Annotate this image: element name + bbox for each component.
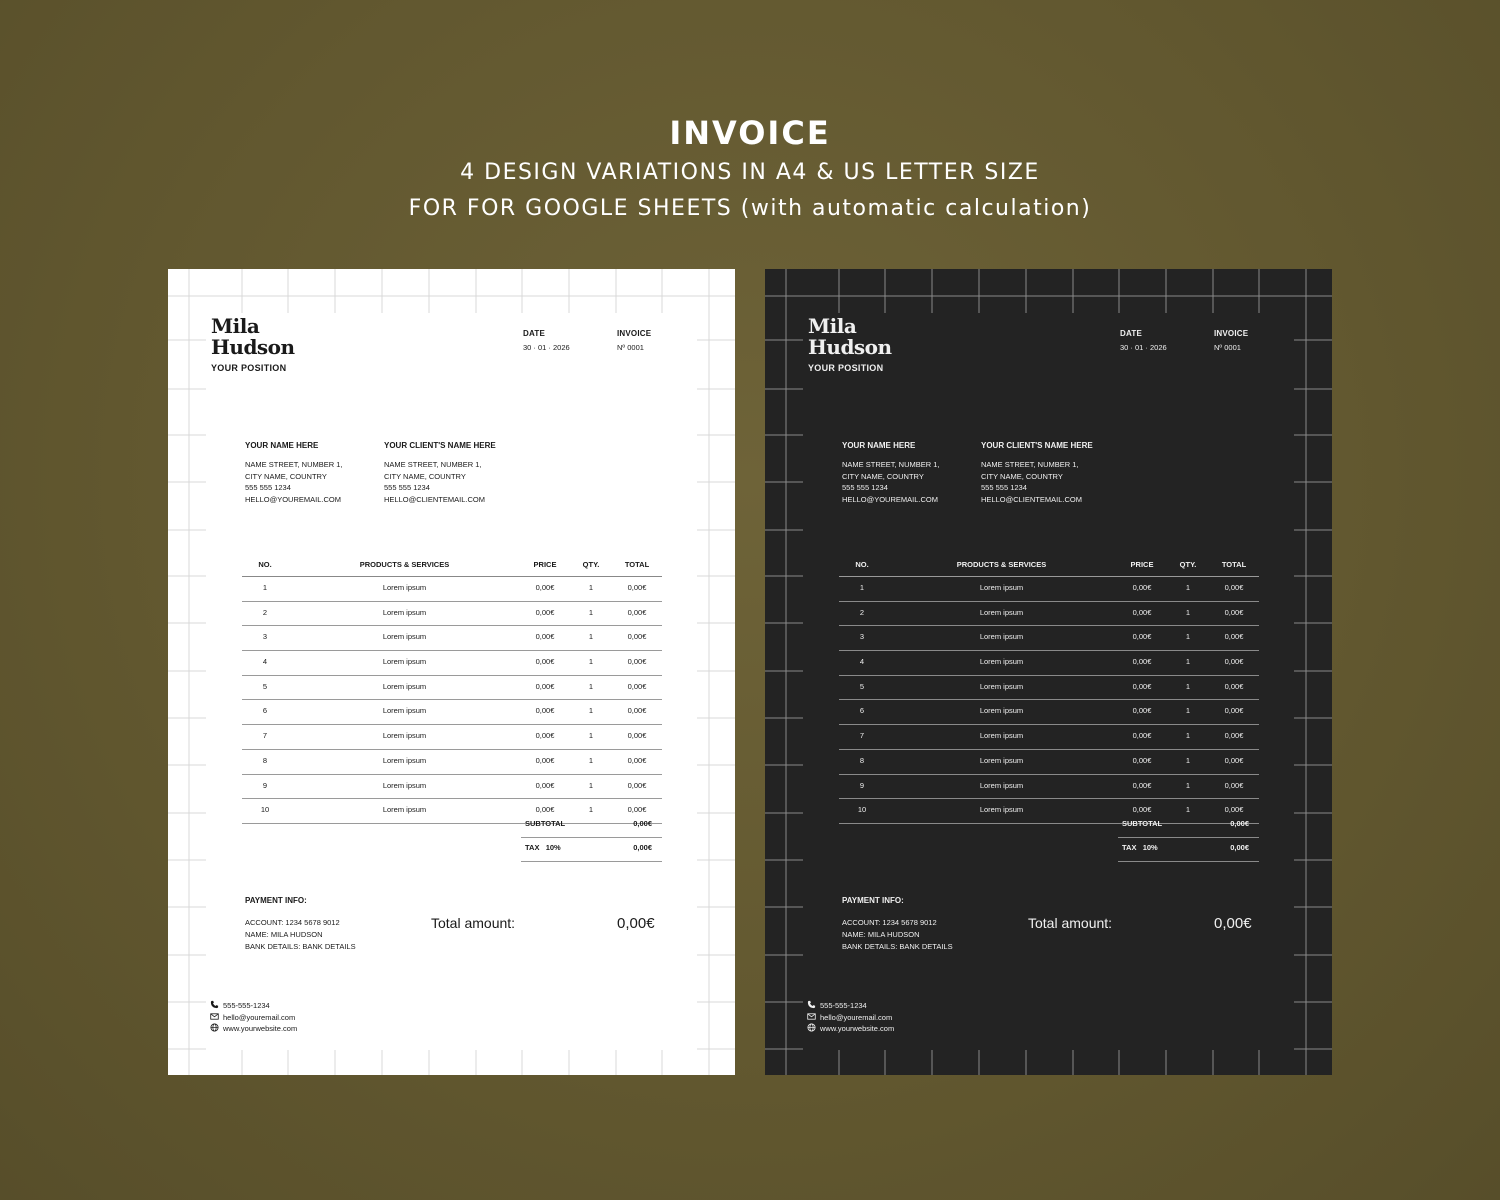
sender-address-line: CITY NAME, COUNTRY (842, 471, 924, 481)
sender-address-line: NAME STREET, NUMBER 1, (842, 460, 940, 469)
sender-name: YOUR NAME HERE (245, 441, 319, 450)
cell-product: Lorem ipsum (382, 583, 427, 592)
cell-total: 0,00€ (627, 681, 647, 691)
date-label: DATE (1120, 329, 1142, 338)
brand-position: YOUR POSITION (211, 363, 287, 373)
globe-icon (807, 1023, 816, 1032)
brand-first-name: Mila (211, 314, 260, 338)
client-block (981, 441, 1093, 505)
cell-total: 0,00€ (627, 583, 647, 592)
table-row (242, 577, 662, 602)
cell-total: 0,00€ (1224, 706, 1244, 716)
cell-total: 0,00€ (1224, 632, 1244, 642)
header-quantity: QTY. (1179, 560, 1197, 569)
invoice-number: Nº 0001 (1214, 343, 1241, 352)
payment-label: PAYMENT INFO: (842, 896, 904, 905)
client-address-line: NAME STREET, NUMBER 1, (384, 460, 482, 469)
brand-name (808, 316, 892, 358)
cell-number: 7 (859, 731, 865, 741)
header-price: PRICE (1130, 560, 1154, 569)
footer-contact-item (807, 1023, 894, 1035)
cell-product: Lorem ipsum (382, 681, 427, 691)
client-address-line: CITY NAME, COUNTRY (384, 471, 466, 481)
cell-product: Lorem ipsum (382, 805, 427, 815)
sender-address-line: HELLO@YOUREMAIL.COM (842, 494, 938, 504)
cell-quantity: 1 (588, 681, 594, 691)
footer-contact-item (210, 1012, 297, 1024)
date-value: 30 · 01 · 2026 (1120, 343, 1167, 352)
sender-address-line: 555 555 1234 (245, 483, 291, 492)
header-number: NO. (855, 560, 869, 569)
brand-last-name: Hudson (211, 335, 295, 359)
cell-number: 7 (262, 731, 268, 741)
cell-quantity: 1 (1185, 805, 1191, 815)
footer-contact-item (210, 1023, 297, 1035)
cell-product: Lorem ipsum (979, 731, 1024, 741)
footer-contacts (210, 1000, 297, 1035)
cell-product: Lorem ipsum (979, 805, 1024, 815)
cell-total: 0,00€ (1224, 805, 1244, 815)
header-total: TOTAL (624, 560, 650, 569)
subtotal-value: 0,00€ (633, 819, 652, 828)
subtotal-row (1118, 813, 1259, 838)
cell-price: 0,00€ (1132, 706, 1152, 716)
cell-quantity: 1 (1185, 755, 1191, 765)
cell-product: Lorem ipsum (979, 607, 1024, 617)
client-address-line: HELLO@CLIENTEMAIL.COM (384, 494, 485, 504)
cell-number: 9 (262, 780, 268, 790)
cell-total: 0,00€ (1224, 583, 1244, 592)
sender-address-line: HELLO@YOUREMAIL.COM (245, 494, 341, 504)
cell-number: 4 (859, 657, 865, 667)
cell-quantity: 1 (1185, 780, 1191, 790)
brand-last-name: Hudson (808, 335, 892, 359)
footer-contacts (807, 1000, 894, 1035)
cell-product: Lorem ipsum (382, 607, 427, 617)
cell-total: 0,00€ (627, 607, 647, 617)
cell-number: 6 (859, 706, 865, 716)
cell-product: Lorem ipsum (979, 583, 1024, 592)
payment-info-line: NAME: MILA HUDSON (842, 930, 920, 939)
client-name: YOUR CLIENT'S NAME HERE (384, 441, 496, 450)
table-row (839, 750, 1259, 775)
cell-quantity: 1 (588, 607, 594, 617)
cell-number: 3 (262, 632, 268, 642)
invoice-number: Nº 0001 (617, 343, 644, 352)
table-row (839, 676, 1259, 701)
cell-total: 0,00€ (627, 706, 647, 716)
subtotal-value: 0,00€ (1230, 819, 1249, 828)
cell-number: 6 (262, 706, 268, 716)
total-amount-value: 0,00€ (617, 915, 655, 932)
cell-price: 0,00€ (535, 681, 555, 691)
headline-subtitle-1: 4 DESIGN VARIATIONS IN A4 & US LETTER SIZE (460, 160, 1040, 185)
sender-name: YOUR NAME HERE (842, 441, 916, 450)
cell-product: Lorem ipsum (382, 632, 427, 642)
payment-block (245, 896, 356, 953)
client-address-line: NAME STREET, NUMBER 1, (981, 460, 1079, 469)
cell-number: 10 (857, 805, 867, 815)
subtotal-label: SUBTOTAL (1122, 819, 1163, 828)
cell-quantity: 1 (588, 657, 594, 667)
table-header (242, 555, 662, 577)
cell-price: 0,00€ (535, 583, 555, 592)
cell-product: Lorem ipsum (979, 632, 1024, 642)
total-amount-value: 0,00€ (1214, 915, 1252, 932)
cell-number: 2 (859, 607, 865, 617)
cell-price: 0,00€ (535, 780, 555, 790)
cell-number: 10 (260, 805, 270, 815)
cell-number: 2 (262, 607, 268, 617)
cell-quantity: 1 (1185, 583, 1191, 592)
header-quantity: QTY. (582, 560, 600, 569)
mail-icon (210, 1012, 219, 1021)
cell-quantity: 1 (1185, 657, 1191, 667)
table-header (839, 555, 1259, 577)
table-row (839, 700, 1259, 725)
header-total: TOTAL (1221, 560, 1247, 569)
cell-total: 0,00€ (1224, 657, 1244, 667)
brand-first-name: Mila (808, 314, 857, 338)
table-row (839, 626, 1259, 651)
client-block (384, 441, 496, 505)
cell-quantity: 1 (1185, 731, 1191, 741)
cell-price: 0,00€ (535, 755, 555, 765)
cell-price: 0,00€ (1132, 780, 1152, 790)
footer-contact-item (210, 1000, 297, 1012)
line-items-table (242, 555, 662, 824)
headline-title: INVOICE (669, 114, 831, 152)
payment-info-line: ACCOUNT: 1234 5678 9012 (842, 918, 937, 927)
cell-price: 0,00€ (1132, 632, 1152, 642)
footer-contact-text: 555-555-1234 (223, 1001, 270, 1010)
tax-value: 0,00€ (633, 843, 652, 852)
cell-quantity: 1 (588, 632, 594, 642)
invoice-sheet-dark (765, 269, 1332, 1075)
cell-total: 0,00€ (627, 657, 647, 667)
subtotal-label: SUBTOTAL (525, 819, 566, 828)
tax-label: TAX 10% (1122, 843, 1158, 852)
cell-product: Lorem ipsum (979, 681, 1024, 691)
cell-quantity: 1 (588, 780, 594, 790)
table-row (839, 577, 1259, 602)
cell-total: 0,00€ (1224, 755, 1244, 765)
cell-price: 0,00€ (1132, 657, 1152, 667)
cell-price: 0,00€ (1132, 805, 1152, 815)
total-amount-label: Total amount: (1028, 915, 1113, 931)
cell-total: 0,00€ (1224, 731, 1244, 741)
cell-product: Lorem ipsum (382, 731, 427, 741)
client-name: YOUR CLIENT'S NAME HERE (981, 441, 1093, 450)
cell-quantity: 1 (1185, 632, 1191, 642)
cell-quantity: 1 (588, 755, 594, 765)
cell-product: Lorem ipsum (979, 755, 1024, 765)
table-row (242, 775, 662, 800)
mail-icon (807, 1012, 816, 1021)
payment-info-line: BANK DETAILS: BANK DETAILS (245, 942, 356, 951)
cell-number: 3 (859, 632, 865, 642)
cell-price: 0,00€ (1132, 607, 1152, 617)
total-amount-label: Total amount: (431, 915, 516, 931)
footer-contact-text: hello@youremail.com (223, 1012, 296, 1022)
globe-icon (210, 1023, 219, 1032)
table-row (242, 602, 662, 627)
payment-info-line: BANK DETAILS: BANK DETAILS (842, 942, 953, 951)
tax-row (1118, 837, 1259, 862)
header-price: PRICE (533, 560, 557, 569)
cell-price: 0,00€ (1132, 681, 1152, 691)
tax-row (521, 837, 662, 862)
cell-quantity: 1 (1185, 706, 1191, 716)
cell-quantity: 1 (588, 583, 594, 592)
sender-address-line: 555 555 1234 (842, 483, 888, 492)
cell-price: 0,00€ (1132, 731, 1152, 741)
table-row (242, 626, 662, 651)
subtotal-row (521, 813, 662, 838)
payment-label: PAYMENT INFO: (245, 896, 307, 905)
brand-position: YOUR POSITION (808, 363, 884, 373)
footer-contact-text: www.yourwebsite.com (820, 1024, 895, 1033)
invoice-sheet-light (168, 269, 735, 1075)
client-address-line: 555 555 1234 (384, 483, 430, 492)
payment-info-line: NAME: MILA HUDSON (245, 930, 323, 939)
payment-info-line: ACCOUNT: 1234 5678 9012 (245, 918, 340, 927)
cell-quantity: 1 (588, 731, 594, 741)
header-number: NO. (258, 560, 272, 569)
cell-number: 5 (262, 681, 268, 691)
cell-total: 0,00€ (1224, 780, 1244, 790)
client-address-line: HELLO@CLIENTEMAIL.COM (981, 494, 1082, 504)
cell-price: 0,00€ (1132, 755, 1152, 765)
cell-quantity: 1 (1185, 681, 1191, 691)
cell-price: 0,00€ (535, 632, 555, 642)
sender-address-line: CITY NAME, COUNTRY (245, 471, 327, 481)
table-row (242, 676, 662, 701)
sender-block (245, 441, 343, 505)
table-row (242, 750, 662, 775)
cell-number: 5 (859, 681, 865, 691)
header-products: PRODUCTS & SERVICES (956, 560, 1047, 569)
cell-total: 0,00€ (1224, 681, 1244, 691)
table-row (242, 651, 662, 676)
cell-total: 0,00€ (627, 755, 647, 765)
cell-total: 0,00€ (627, 632, 647, 642)
cell-number: 4 (262, 657, 268, 667)
cell-price: 0,00€ (535, 657, 555, 667)
cell-product: Lorem ipsum (382, 755, 427, 765)
date-label: DATE (523, 329, 545, 338)
cell-total: 0,00€ (1224, 607, 1244, 617)
cell-product: Lorem ipsum (382, 706, 427, 716)
table-row (839, 651, 1259, 676)
cell-total: 0,00€ (627, 731, 647, 741)
table-row (839, 602, 1259, 627)
line-items-table (839, 555, 1259, 824)
invoice-label: INVOICE (1214, 329, 1249, 338)
cell-price: 0,00€ (535, 731, 555, 741)
table-row (839, 725, 1259, 750)
cell-number: 9 (859, 780, 865, 790)
client-address-line: CITY NAME, COUNTRY (981, 471, 1063, 481)
cell-quantity: 1 (588, 706, 594, 716)
phone-icon (807, 1000, 816, 1009)
cell-product: Lorem ipsum (382, 780, 427, 790)
table-row (242, 700, 662, 725)
table-row (242, 725, 662, 750)
sender-block (842, 441, 940, 505)
cell-number: 1 (262, 583, 268, 592)
tax-label: TAX 10% (525, 843, 561, 852)
headline-subtitle-2: FOR FOR GOOGLE SHEETS (with automatic calculation) (408, 196, 1092, 221)
cell-product: Lorem ipsum (382, 657, 427, 667)
cell-price: 0,00€ (535, 805, 555, 815)
table-row (839, 775, 1259, 800)
cell-number: 8 (859, 755, 865, 765)
cell-total: 0,00€ (627, 780, 647, 790)
cell-total: 0,00€ (627, 805, 647, 815)
cell-quantity: 1 (1185, 607, 1191, 617)
cell-price: 0,00€ (535, 706, 555, 716)
phone-icon (210, 1000, 219, 1009)
cell-product: Lorem ipsum (979, 657, 1024, 667)
tax-value: 0,00€ (1230, 843, 1249, 852)
footer-contact-item (807, 1012, 894, 1024)
cell-product: Lorem ipsum (979, 780, 1024, 790)
date-value: 30 · 01 · 2026 (523, 343, 570, 352)
cell-number: 8 (262, 755, 268, 765)
header-products: PRODUCTS & SERVICES (359, 560, 450, 569)
cell-product: Lorem ipsum (979, 706, 1024, 716)
sender-address-line: NAME STREET, NUMBER 1, (245, 460, 343, 469)
cell-price: 0,00€ (1132, 583, 1152, 592)
footer-contact-item (807, 1000, 894, 1012)
payment-block (842, 896, 953, 953)
footer-contact-text: www.yourwebsite.com (223, 1024, 298, 1033)
cell-price: 0,00€ (535, 607, 555, 617)
brand-name (211, 316, 295, 358)
client-address-line: 555 555 1234 (981, 483, 1027, 492)
cell-quantity: 1 (588, 805, 594, 815)
invoice-label: INVOICE (617, 329, 652, 338)
footer-contact-text: hello@youremail.com (820, 1012, 893, 1022)
footer-contact-text: 555-555-1234 (820, 1001, 867, 1010)
cell-number: 1 (859, 583, 865, 592)
